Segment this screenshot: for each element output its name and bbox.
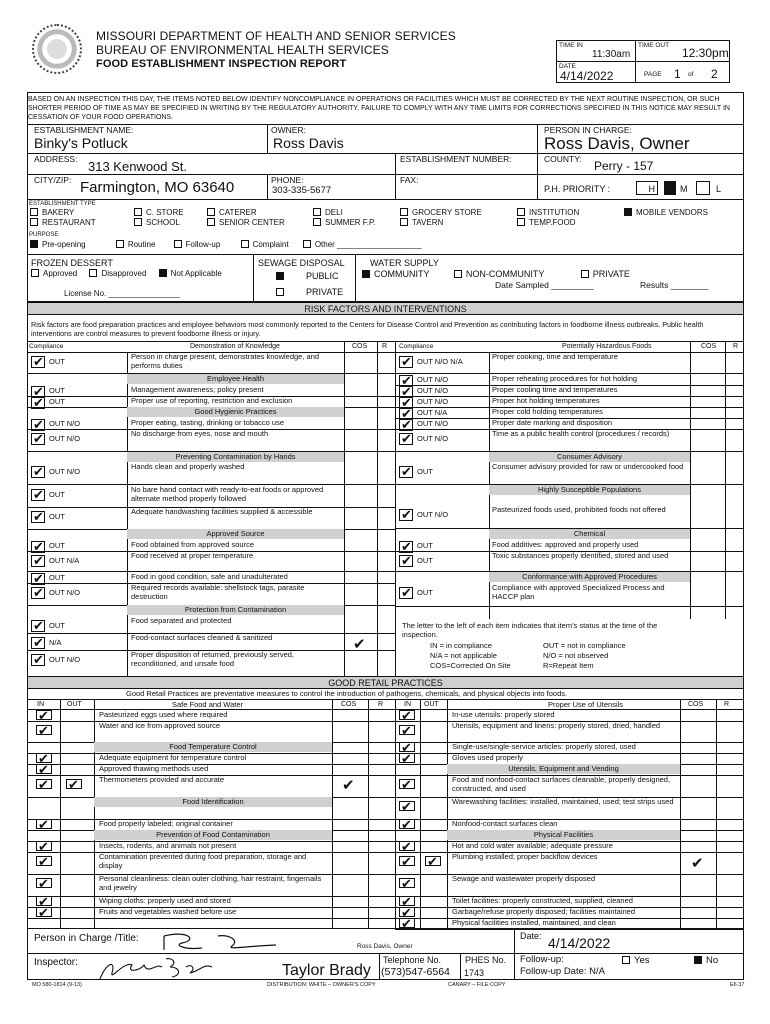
risk-l-in-check[interactable]: [31, 555, 45, 567]
risk-l-text: Proper eating, tasting, drinking or tobacco use: [131, 418, 285, 427]
cos-head-left: COS: [352, 343, 368, 350]
risk-l-status: OUT: [49, 621, 65, 630]
risk-l-status: OUT: [49, 357, 65, 366]
retail-r-subhead: Physical Facilities: [447, 830, 680, 840]
risk-l-text: No discharge from eyes, nose and mouth: [131, 429, 269, 438]
retail-cos-head-right: COS: [688, 701, 704, 708]
legend-line-2: inspection.: [402, 630, 438, 639]
phes-value: 1743: [464, 968, 485, 978]
pic-name: Ross Davis, Owner: [357, 943, 413, 950]
compliance-head-right: Compliance: [399, 343, 434, 350]
risk-l-subhead: Approved Source: [127, 529, 344, 539]
retail-r-text: Toilet facilities: properly constructed, supplied, cleaned: [452, 896, 633, 905]
purpose-complaint[interactable]: Complaint: [252, 240, 289, 249]
owner-value: Ross Davis: [273, 135, 344, 151]
risk-l-text: Food received at proper temperature: [131, 551, 254, 560]
water-options: [362, 269, 630, 279]
est-name-label: ESTABLISHMENT NAME:: [34, 125, 134, 135]
risk-r-status: OUT N/O: [417, 434, 449, 443]
priority-h-label: H: [648, 184, 655, 194]
footer-date-label: Date:: [520, 931, 542, 941]
demo-head: Demonstration of Knowledge: [190, 343, 280, 350]
time-out-cell: [635, 40, 730, 62]
phone-label: PHONE:: [271, 175, 304, 185]
purpose-routine[interactable]: Routine: [127, 240, 156, 249]
risk-r-text: Proper cold holding temperatures: [492, 407, 603, 416]
risk-l-status: OUT: [49, 541, 65, 550]
type-senior-center[interactable]: SENIOR CENTER: [219, 218, 285, 227]
retail-l-rule: [27, 918, 395, 919]
retail-l-text: Thermometers provided and accurate: [99, 775, 225, 784]
r-head-right: R: [733, 343, 739, 350]
report-title: FOOD ESTABLISHMENT INSPECTION REPORT: [96, 58, 347, 70]
results: Results ________: [640, 280, 709, 290]
risk-l-status: OUT: [49, 512, 65, 521]
water-noncommunity[interactable]: NON-COMMUNITY: [465, 269, 545, 279]
time-out-label: TIME OUT: [638, 42, 670, 49]
fax-label: FAX:: [400, 175, 419, 185]
legend-in: IN = in compliance: [430, 641, 492, 650]
risk-l-in-check[interactable]: [31, 620, 45, 632]
time-in-cell: [556, 40, 636, 62]
risk-r-status: OUT: [417, 541, 433, 550]
telephone-value: (573)547-6564: [381, 966, 450, 978]
retail-l-text: Approved thawing methods used: [99, 764, 209, 773]
risk-l-subhead: Preventing Contamination by Hands: [127, 452, 344, 462]
time-in-label: TIME IN: [559, 42, 583, 49]
risk-l-status: OUT: [49, 490, 65, 499]
date-value: 4/14/2022: [560, 69, 614, 83]
risk-r-text: Pasteurized foods used, prohibited foods not offered: [492, 505, 666, 514]
date-sampled: Date Sampled _________: [495, 280, 594, 290]
purpose-row: Pre-opening Routine Follow-up Complaint Other ___________________: [30, 240, 422, 250]
retail-r-head-right: R: [724, 701, 730, 708]
risk-r-status: OUT: [417, 588, 433, 597]
retail-r-text: Utensils, equipment and linens: properly stored, dried, handled: [452, 721, 661, 730]
risk-l-text: Proper use of reporting, restriction and exclusion: [131, 396, 293, 405]
type-grocery[interactable]: GROCERY STORE: [412, 208, 482, 217]
risk-r-text: Consumer advisory provided for raw or undercooked food: [492, 462, 684, 471]
retail-intro: Good Retail Practices are preventative measures to control the introduction of pathogens, chemicals, and physical objects into foods.: [126, 689, 568, 698]
pic-value: Ross Davis, Owner: [544, 134, 690, 153]
retail-r-text: Physical facilities installed, maintained, and clean: [452, 918, 616, 927]
water-private[interactable]: PRIVATE: [592, 269, 630, 279]
risk-l-text: Food obtained from approved source: [131, 540, 254, 549]
followup-date: Follow-up Date: N/A: [520, 966, 606, 977]
retail-r-text: Single-use/single-service articles: properly stored, used: [452, 742, 636, 751]
risk-r-status: OUT N/O: [417, 419, 449, 428]
retail-l-text: Adequate equipment for temperature control: [99, 753, 247, 762]
legend-r: R=Repeat Item: [543, 661, 594, 670]
retail-r-in-check[interactable]: [399, 725, 415, 735]
r-head-left: R: [382, 343, 388, 350]
notice-box: [27, 92, 744, 125]
retail-r-subhead: Utensils, Equipment and Vending: [447, 764, 680, 774]
risk-r-status: OUT N/O: [417, 510, 449, 519]
est-type-col-3: [207, 208, 285, 228]
risk-r-text: Proper cooking, time and temperature: [492, 352, 618, 361]
retail-in-head-left: IN: [37, 701, 44, 708]
legend-no: N/O = not observed: [543, 651, 609, 660]
sewage-private[interactable]: [276, 287, 343, 297]
risk-l-text: Hands clean and properly washed: [131, 462, 245, 471]
risk-r-status: OUT N/O: [417, 386, 449, 395]
risk-l-status: OUT N/O: [49, 467, 81, 476]
page-label: PAGE: [644, 71, 662, 78]
type-mobile[interactable]: [624, 208, 708, 218]
thermometer-cos-tick-icon: ✔: [342, 777, 355, 794]
risk-r-text: Toxic substances properly identified, stored and used: [492, 551, 669, 560]
est-type-col-6: [517, 208, 579, 228]
retail-l-text: Insects, rodents, and animals not present: [99, 841, 237, 850]
sewage-public[interactable]: [276, 271, 339, 281]
owner-label: OWNER:: [271, 125, 306, 135]
risk-r-in-check[interactable]: [399, 555, 413, 567]
risk-l-status: N/A: [49, 638, 62, 647]
risk-r-text: Proper date marking and disposition: [492, 418, 613, 427]
retail-l-in-check[interactable]: [36, 907, 52, 917]
risk-r-status: OUT N/O: [417, 375, 449, 384]
retail-l-subhead: Food Temperature Control: [94, 742, 332, 752]
time-out-value: 12:30pm: [682, 46, 729, 60]
priority-m-label: M: [680, 184, 688, 194]
risk-l-in-check[interactable]: [31, 489, 45, 501]
type-caterer[interactable]: CATERER: [219, 208, 257, 217]
retail-r-in-check[interactable]: [399, 801, 415, 811]
pic-title-label: Person in Charge /Title:: [34, 933, 139, 944]
legend: [402, 621, 657, 639]
retail-r-in-check[interactable]: [399, 856, 415, 866]
risk-r-status: OUT N/A: [417, 408, 448, 417]
estnum-label: ESTABLISHMENT NUMBER:: [400, 154, 512, 164]
compliance-head-left: Compliance: [29, 343, 64, 350]
risk-l-in-check[interactable]: [31, 466, 45, 478]
type-school[interactable]: SCHOOL: [146, 218, 180, 227]
use-head: Proper Use of Utensils: [548, 700, 624, 709]
priority-l-label: L: [716, 184, 722, 194]
retail-l-in-check[interactable]: [36, 725, 52, 735]
risk-l-text: Proper disposition of returned, previously served, reconditioned, and unsafe food: [131, 650, 295, 668]
retail-r-text: Garbage/refuse properly disposed; facilities maintained: [452, 907, 636, 916]
type-deli[interactable]: DELI: [325, 208, 343, 217]
risk-l-text: Food in good condition, safe and unadulterated: [131, 572, 288, 581]
risk-title: RISK FACTORS AND INTERVENTIONS: [27, 302, 744, 315]
retail-r-text: Food and nonfood-contact surfaces cleanable, properly designed, constructed, and used: [452, 775, 671, 793]
sewage-title: SEWAGE DISPOSAL: [258, 258, 345, 268]
retail-l-text: Contamination prevented during food preparation, storage and display: [99, 852, 307, 870]
frozen-na[interactable]: Not Applicable: [170, 269, 222, 278]
risk-l-text: No bare hand contact with ready-to-eat foods or approved alternate method properly followed: [131, 485, 324, 503]
risk-r-status: OUT: [417, 556, 433, 565]
est-type-label: ESTABLISHMENT TYPE: [29, 201, 96, 207]
followup-no[interactable]: [694, 956, 718, 967]
purpose-other[interactable]: Other: [314, 240, 335, 249]
notice-text: BASED ON AN INSPECTION THIS DAY, THE ITEMS NOTED BELOW IDENTIFY NONCOMPLIANCE IN OPERATIONS OR FACILITIES WHICH MUST BE CORRECTED BY THE NEXT ROUTINE INSPECTION, OR SUCH SHORTER PERIOD OF TIME AS MAY BE SPECIFIED IN WRITING BY THE REGULATORY AUTHORITY. FAILURE TO COMPLY WITH ANY TIME LIMITS FOR CORRECTIONS SPECIFIED IN THIS NOTICE MAY RESULT IN CESSATION OF YOUR FOOD OPERATIONS.: [28, 96, 730, 121]
legend-cos: COS=Corrected On Site: [430, 661, 511, 670]
address-value: 313 Kenwood St.: [88, 159, 188, 174]
followup-yes-label: Yes: [634, 955, 650, 966]
risk-r-rule: [395, 606, 744, 607]
followup-yes[interactable]: [622, 956, 650, 967]
license-line: License No. ________________: [64, 289, 180, 298]
inspector-label: Inspector:: [34, 957, 78, 968]
retail-l-in-check[interactable]: [36, 841, 52, 851]
purpose-label: PURPOSE: [29, 232, 59, 238]
plumbing-cos-tick-icon: ✔: [691, 855, 704, 872]
retail-l-in-check[interactable]: [36, 764, 52, 774]
risk-r-in-check[interactable]: [399, 356, 413, 368]
retail-in-head-right: IN: [404, 701, 411, 708]
risk-r-text: Time as a public health control (procedures / records): [492, 429, 670, 438]
risk-l-status: OUT: [49, 397, 65, 406]
type-restaurant[interactable]: RESTAURANT: [42, 218, 96, 227]
retail-out-head-left: OUT: [67, 701, 82, 708]
risk-r-subhead: Conformance with Approved Procedures: [489, 572, 690, 582]
retail-l-in-check[interactable]: [36, 710, 52, 720]
risk-l-text: Food separated and protected: [131, 616, 232, 625]
risk-l-status: OUT N/A: [49, 556, 80, 565]
form-number: MO 580-1814 (9-13): [32, 982, 82, 988]
est-type-col-2: [134, 208, 184, 228]
est-name-value: Binky's Potluck: [34, 135, 128, 151]
risk-l-subhead: Good Hygienic Practices: [127, 407, 344, 417]
retail-r-text: Plumbing installed; proper backflow devices: [452, 852, 598, 861]
pic-signature: [158, 928, 278, 954]
bureau-title: BUREAU OF ENVIRONMENTAL HEALTH SERVICES: [96, 43, 389, 57]
water-title: WATER SUPPLY: [370, 258, 439, 268]
distribution: DISTRIBUTION: WHITE – OWNER'S COPY: [267, 982, 376, 988]
frozen-title: FROZEN DESSERT: [31, 258, 113, 268]
retail-l-subhead: Food Identification: [94, 797, 332, 807]
retail-l-text: Personal cleanliness: clean outer clothing, hair restraint, fingernails and jewelry: [99, 874, 322, 892]
type-tavern[interactable]: TAVERN: [412, 218, 444, 227]
risk-r-text: Proper hot holding temperatures: [492, 396, 600, 405]
retail-l-in-check[interactable]: [36, 856, 52, 866]
risk-r-in-check[interactable]: [399, 587, 413, 599]
risk-r-text: Food additives: approved and properly used: [492, 540, 639, 549]
risk-l-text: Management awareness; policy present: [131, 385, 264, 394]
plumbing-out-check[interactable]: [425, 856, 441, 866]
retail-r-text: In-use utensils: properly stored: [452, 710, 555, 719]
retail-l-in-check[interactable]: [36, 779, 52, 789]
priority-m-box[interactable]: [664, 181, 676, 195]
risk-r-in-check[interactable]: [399, 509, 413, 521]
retail-out-head-right: OUT: [424, 701, 439, 708]
type-cstore[interactable]: C. STORE: [146, 208, 184, 217]
est-type-col-1: [30, 208, 96, 228]
risk-r-status: OUT: [417, 467, 433, 476]
risk-r-text: Proper cooling time and temperatures: [492, 385, 618, 394]
risk-r-in-check[interactable]: [399, 433, 413, 445]
retail-l-subhead: Prevention of Food Contamination: [94, 830, 332, 840]
cos-head-right: COS: [701, 343, 717, 350]
purpose-followup[interactable]: Follow-up: [185, 240, 221, 249]
priority-label: P.H. PRIORITY :: [544, 184, 611, 194]
risk-r-text: Proper reheating procedures for hot holding: [492, 374, 638, 383]
type-institution[interactable]: INSTITUTION: [529, 208, 580, 217]
missouri-seal-icon: [32, 24, 82, 74]
inspector-name: Taylor Brady: [282, 962, 371, 979]
followup-no-label: No: [706, 955, 719, 966]
retail-r-in-check[interactable]: [399, 779, 415, 789]
risk-r-subhead: Highly Susceptible Populations: [489, 485, 690, 495]
phone-value: 303-335-5677: [272, 185, 332, 196]
risk-l-in-check[interactable]: [31, 433, 45, 445]
risk-l-text: Person in charge present, demonstrates knowledge, and performs duties: [131, 352, 320, 370]
county-label: COUNTY:: [544, 154, 582, 164]
retail-l-text: Pasteurized eggs used where required: [99, 710, 228, 719]
risk-l-status: OUT: [49, 386, 65, 395]
inspector-signature: [96, 953, 216, 983]
retail-r-text: Gloves used properly: [452, 753, 523, 762]
risk-r-subhead: Chemical: [489, 529, 690, 539]
frozen-disapproved[interactable]: Disapproved: [101, 269, 147, 278]
type-summer[interactable]: SUMMER F.P.: [325, 218, 376, 227]
retail-r-in-check[interactable]: [399, 918, 415, 928]
retail-r-text: Nonfood-contact surfaces clean: [452, 819, 558, 828]
retail-r-in-check[interactable]: [399, 819, 415, 829]
risk-r-text: Compliance with approved Specialized Process and HACCP plan: [492, 583, 665, 601]
risk-l-status: OUT N/O: [49, 419, 81, 428]
risk-l-in-check[interactable]: [31, 654, 45, 666]
risk-l-subhead: Employee Health: [127, 374, 344, 384]
water-community[interactable]: COMMUNITY: [374, 269, 430, 279]
risk-l-in-check[interactable]: [31, 637, 45, 649]
food-contact-cos-tick-icon: ✔: [353, 636, 366, 653]
risk-r-status: OUT N/O: [417, 397, 449, 406]
risk-l-in-check[interactable]: [31, 587, 45, 599]
page-cell: [635, 61, 730, 83]
risk-l-text: Required records available: shellstock tags, parasite destruction: [131, 583, 305, 601]
code: E6.37: [730, 982, 745, 988]
pic-label: PERSON IN CHARGE:: [544, 125, 632, 135]
retail-r-text: Warewashing facilities: installed, maintained, used; test strips used: [452, 797, 674, 806]
retail-l-text: Fruits and vegetables washed before use: [99, 907, 237, 916]
risk-l-in-check[interactable]: [31, 511, 45, 523]
retail-r-text: Hot and cold water available; adequate pressure: [452, 841, 613, 850]
risk-l-status: OUT: [49, 573, 65, 582]
type-temp-food[interactable]: TEMP.FOOD: [529, 218, 576, 227]
risk-l-status: OUT N/O: [49, 588, 81, 597]
risk-r-status: OUT N/O N/A: [417, 357, 463, 366]
retail-r-in-check[interactable]: [399, 878, 415, 888]
risk-l-text: Adequate handwashing facilities supplied & accessible: [131, 507, 313, 516]
priority-l-box[interactable]: [696, 181, 710, 195]
safe-head: Safe Food and Water: [172, 700, 244, 709]
sewage-public-label: PUBLIC: [306, 271, 339, 281]
risk-l-status: OUT N/O: [49, 434, 81, 443]
type-bakery[interactable]: BAKERY: [42, 208, 75, 217]
purpose-preopening[interactable]: Pre-opening: [42, 240, 86, 249]
of-label: of: [688, 71, 694, 78]
retail-r-head-left: R: [378, 701, 384, 708]
retail-cos-head-left: COS: [341, 701, 357, 708]
retail-r-text: Sewage and wastewater properly disposed: [452, 874, 596, 883]
risk-l-in-check[interactable]: [31, 356, 45, 368]
retail-l-text: Water and ice from approved source: [99, 721, 221, 730]
risk-l-status: OUT N/O: [49, 655, 81, 664]
frozen-approved[interactable]: Approved: [43, 269, 78, 278]
page-value: 1: [674, 67, 681, 81]
est-type-col-5: [400, 208, 482, 228]
legend-out: OUT = not in compliance: [543, 641, 626, 650]
est-type-col-4: [313, 208, 376, 228]
phes-label: PHES No.: [465, 955, 507, 965]
retail-r-in-check[interactable]: [399, 710, 415, 720]
legend-line-1: The letter to the left of each item indicates that item's status at the time of the: [402, 621, 658, 630]
telephone-label: Telephone No.: [383, 955, 442, 965]
time-in-value: 11:30am: [592, 49, 631, 60]
county-value: Perry - 157: [594, 159, 654, 173]
retail-l-text: Wiping cloths: properly used and stored: [99, 896, 231, 905]
risk-l-subhead: Protection from Contamination: [127, 605, 344, 615]
date-cell: [556, 61, 636, 83]
retail-title: GOOD RETAIL PRACTICES: [27, 676, 744, 689]
footer-date-value: 4/14/2022: [548, 935, 611, 951]
risk-intro: Risk factors are food preparation practices and employee behaviors most commonly reported to the Centers for Disease Control and Prevention as contributing factors in foodborne illness outbreaks. Public health interventions are control measures to prevent foodborne illness or injury.: [31, 320, 704, 338]
followup-label: Follow-up:: [520, 954, 564, 965]
retail-r-in-check[interactable]: [399, 841, 415, 851]
city-value: Farmington, MO 63640: [80, 179, 235, 196]
sewage-private-label: PRIVATE: [306, 287, 344, 297]
frozen-options: [31, 269, 222, 279]
phf-head: Potentially Hazardous Foods: [562, 343, 652, 350]
city-label: CITY/ZIP:: [34, 175, 72, 185]
date-label: DATE: [559, 63, 576, 70]
risk-l-text: Food-contact surfaces cleaned & sanitized: [131, 633, 273, 642]
type-mobile-label: MOBILE VENDORS: [636, 208, 709, 217]
dept-title: MISSOURI DEPARTMENT OF HEALTH AND SENIOR SERVICES: [96, 29, 456, 43]
retail-l-in-check[interactable]: [36, 878, 52, 888]
risk-r-in-check[interactable]: [399, 466, 413, 478]
of-value: 2: [711, 67, 718, 81]
retail-r-in-check[interactable]: [399, 753, 415, 763]
retail-l-in-check[interactable]: [36, 819, 52, 829]
thermometer-out-check[interactable]: [66, 779, 82, 789]
priority-h-box[interactable]: [636, 181, 658, 195]
address-label: ADDRESS:: [34, 154, 78, 164]
canary: CANARY – FILE COPY: [448, 982, 506, 988]
legend-na: N/A = not applicable: [430, 651, 497, 660]
retail-l-text: Food properly labeled; original container: [99, 819, 233, 828]
risk-r-subhead: Consumer Advisory: [489, 452, 690, 462]
